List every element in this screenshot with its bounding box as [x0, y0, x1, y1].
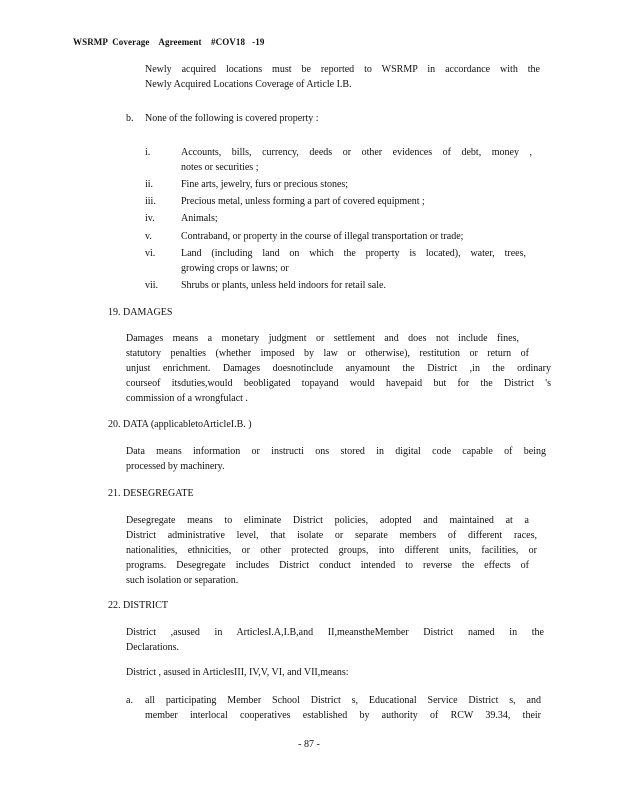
text-line: such isolation or separation. — [126, 575, 239, 586]
text-line: Contraband, or property in the course of illegal transportation or trade; — [181, 231, 464, 242]
section-paragraph: District , asused in ArticlesIII, IV,V, VI, and VII,means: — [126, 667, 349, 678]
section-paragraph — [126, 331, 551, 406]
list-number: i. — [145, 147, 151, 158]
text-line: District administrative level, that isolate or separate members of different races, — [126, 530, 537, 541]
item-a-label: a. — [126, 695, 133, 706]
item-b-label: b. — [126, 113, 134, 124]
list-item — [181, 145, 532, 175]
list-item — [181, 177, 348, 192]
text-line: Newly acquired locations must be reported to WSRMP in accordance with the — [145, 64, 540, 75]
list-number: iii. — [145, 196, 156, 207]
list-number: vi. — [145, 248, 156, 259]
item-b-text: None of the following is covered property : — [145, 113, 319, 124]
text-line: Declarations. — [126, 642, 180, 653]
list-number: iv. — [145, 213, 155, 224]
text-line: courseof itsduties,would beobligated topayand would havepaid but for the District 's — [126, 378, 551, 389]
text-line: notes or securities ; — [181, 162, 259, 173]
intro-paragraph — [145, 62, 540, 92]
section-heading: 22. DISTRICT — [108, 600, 168, 611]
list-item — [181, 211, 218, 226]
section-paragraph — [126, 513, 537, 588]
list-item — [181, 278, 386, 293]
text-line: nationalities, ethnicities, or other protected groups, into different units, facilities, or — [126, 545, 537, 556]
section-paragraph — [126, 625, 544, 655]
text-line: growing crops or lawns; or — [181, 263, 289, 274]
text-line: Newly Acquired Locations Coverage of Article I.B. — [145, 79, 352, 90]
text-line: Accounts, bills, currency, deeds or other evidences of debt, money , — [181, 147, 532, 158]
text-line: Data means information or instructi ons stored in digital code capable of being — [126, 446, 546, 457]
text-line: commission of a wrongfulact . — [126, 393, 248, 404]
list-number: v. — [145, 231, 152, 242]
text-line: Animals; — [181, 213, 218, 224]
section-heading: 21. DESEGREGATE — [108, 488, 194, 499]
text-line: Damages means a monetary judgment or settlement and does not include fines, — [126, 333, 519, 344]
text-line: Land (including land on which the property is located), water, trees, — [181, 248, 526, 259]
list-item — [181, 246, 526, 276]
section-heading: 20. DATA (applicabletoArticleI.B. ) — [108, 419, 252, 430]
section-heading: 19. DAMAGES — [108, 307, 173, 318]
text-line: member interlocal cooperatives established by authority of RCW 39.34, their — [145, 710, 541, 721]
text-line: Desegregate means to eliminate District policies, adopted and maintained at a — [126, 515, 529, 526]
item-a-text — [145, 693, 541, 723]
text-line: Fine arts, jewelry, furs or precious stones; — [181, 179, 349, 190]
text-line: statutory penalties (whether imposed by law or otherwise), restitution or return of — [126, 348, 529, 359]
list-number: ii. — [145, 179, 154, 190]
text-line: Shrubs or plants, unless held indoors for retail sale. — [181, 280, 386, 291]
section-paragraph — [126, 444, 546, 474]
text-line: all participating Member School District s, Educational Service District s, and — [145, 695, 541, 706]
list-item — [181, 229, 463, 244]
page-number: - 87 - — [298, 739, 320, 750]
text-line: programs. Desegregate includes District conduct intended to reverse the effects of — [126, 560, 529, 571]
list-item — [181, 194, 425, 209]
list-number: vii. — [145, 280, 159, 291]
running-header: WSRMP Coverage Agreement #COV18 -19 — [73, 37, 265, 47]
text-line: District ,asused in ArticlesI.A,I.B,and II,meanstheMember District named in the — [126, 627, 544, 638]
text-line: unjust enrichment. Damages doesnotinclude anyamount the District ,in the ordinary — [126, 363, 551, 374]
text-line: processed by machinery. — [126, 461, 225, 472]
text-line: Precious metal, unless forming a part of covered equipment ; — [181, 196, 425, 207]
